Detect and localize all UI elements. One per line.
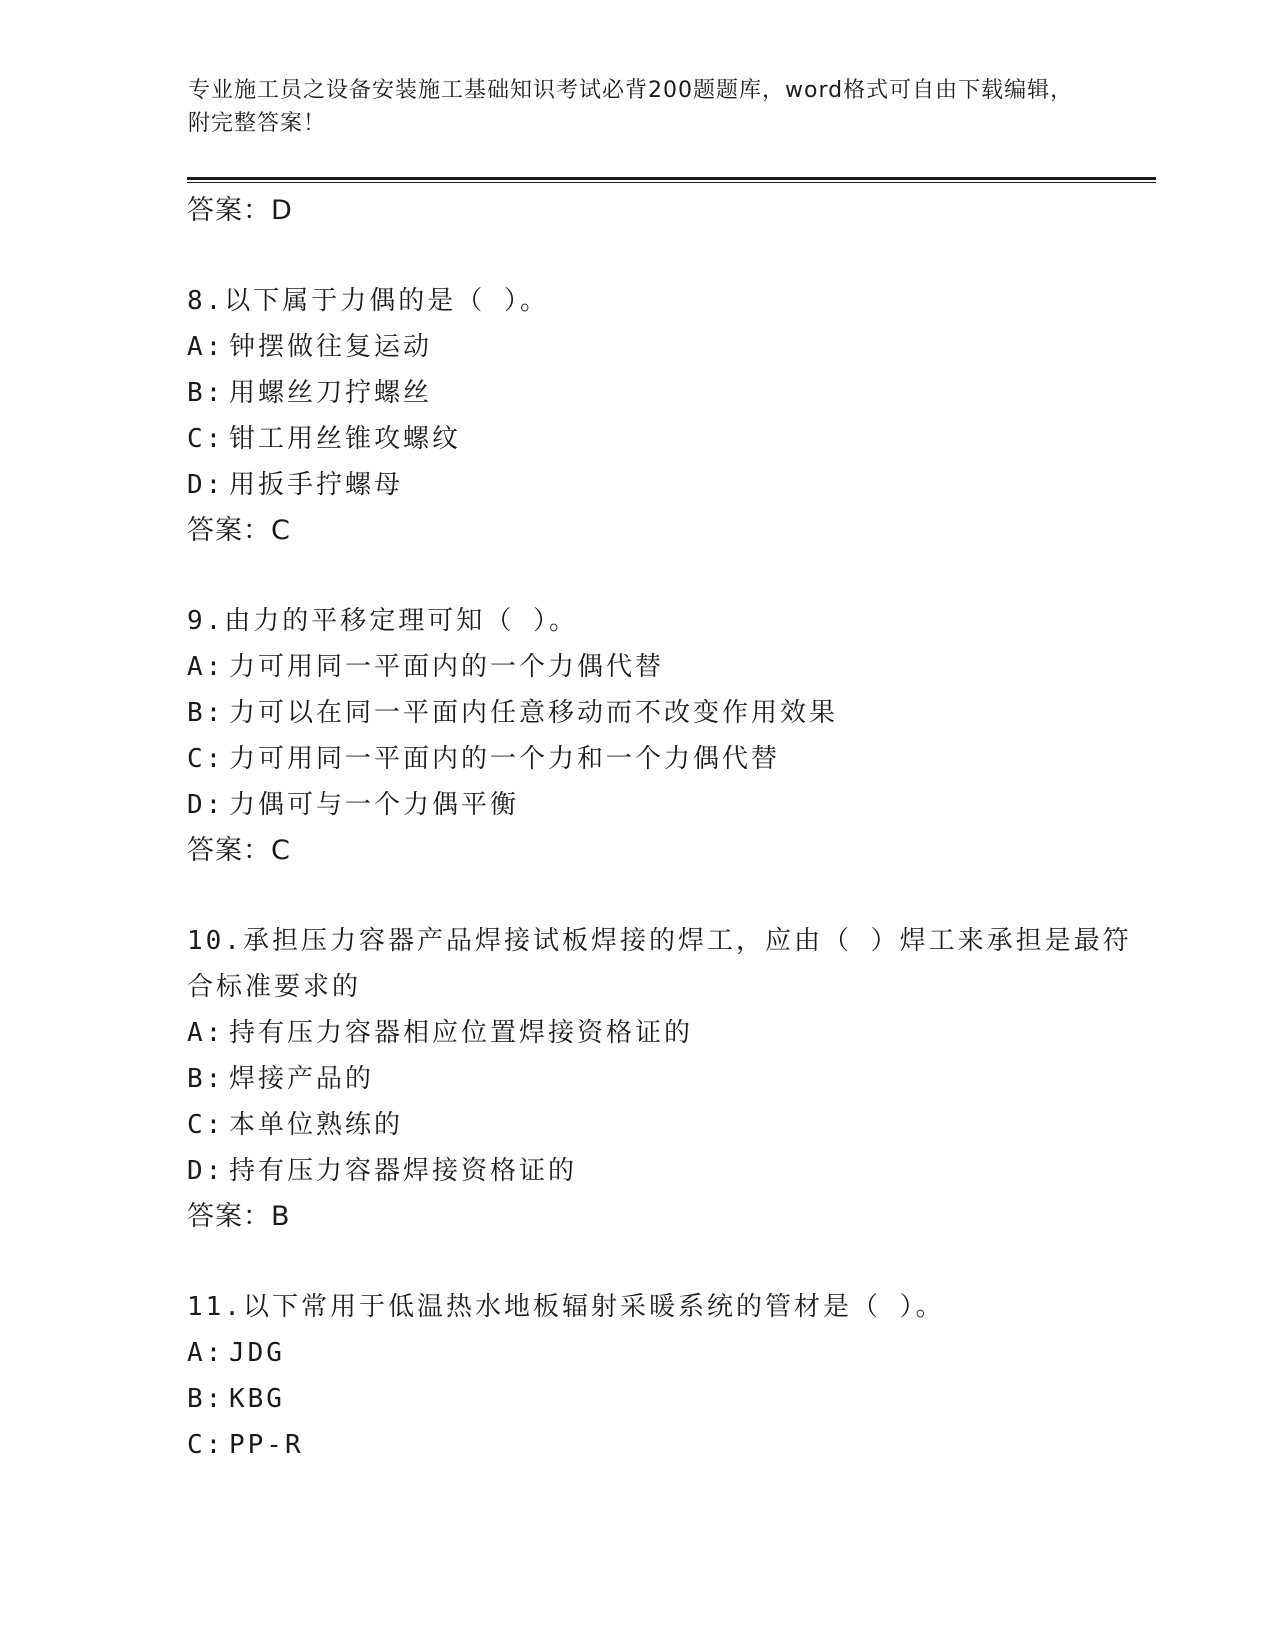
- answer-line: [187, 188, 1137, 234]
- option-c: [187, 736, 1137, 782]
- option-c: [187, 1422, 1137, 1468]
- question-stem: 10.承担压力容器产品焊接试板焊接的焊工，应由（ ）焊工来承担是最符合标准要求的: [187, 926, 1132, 1002]
- option-d: [187, 462, 1137, 508]
- option-key: B:: [187, 1064, 225, 1094]
- option-c: [187, 416, 1137, 462]
- option-b: [187, 1056, 1137, 1102]
- option-key: D:: [187, 470, 225, 500]
- answer-label: 答案：: [187, 835, 271, 866]
- question-item: [187, 1284, 1137, 1468]
- answer-line: [187, 1194, 1137, 1240]
- answer-line: [187, 828, 1137, 874]
- question-stem: 11.以下常用于低温热水地板辐射采暖系统的管材是（ ）。: [187, 1292, 945, 1322]
- answer-value: C: [271, 515, 291, 546]
- option-b: [187, 370, 1137, 416]
- question-item: [187, 598, 1137, 874]
- option-text: 钟摆做往复运动: [229, 332, 433, 362]
- option-text: 用扳手拧螺母: [229, 470, 404, 500]
- question-stem: 8.以下属于力偶的是（ ）。: [187, 286, 549, 316]
- answer-label: 答案：: [187, 1201, 271, 1232]
- answer-label: 答案：: [187, 195, 271, 226]
- answer-line: [187, 508, 1137, 554]
- question-item: [187, 278, 1137, 554]
- answer-value: C: [271, 835, 291, 866]
- option-text: 持有压力容器相应位置焊接资格证的: [229, 1018, 694, 1048]
- option-key: B:: [187, 698, 225, 728]
- option-d: [187, 1148, 1137, 1194]
- option-d: [187, 782, 1137, 828]
- option-a: [187, 1330, 1137, 1376]
- option-text: 力可用同一平面内的一个力偶代替: [229, 652, 665, 682]
- option-key: D:: [187, 790, 225, 820]
- header-divider: [187, 177, 1156, 183]
- option-key: C:: [187, 744, 225, 774]
- option-key: A:: [187, 1018, 225, 1048]
- option-key: A:: [187, 1338, 225, 1368]
- answer-label: 答案：: [187, 515, 271, 546]
- option-text: 力偶可与一个力偶平衡: [229, 790, 520, 820]
- option-a: [187, 644, 1137, 690]
- option-text: 本单位熟练的: [229, 1110, 404, 1140]
- answer-value: B: [271, 1201, 291, 1232]
- answer-value: D: [271, 195, 293, 226]
- option-key: C:: [187, 1430, 225, 1460]
- question-item: [187, 918, 1137, 1240]
- option-key: A:: [187, 652, 225, 682]
- option-a: [187, 1010, 1137, 1056]
- option-text: KBG: [229, 1384, 285, 1414]
- option-c: [187, 1102, 1137, 1148]
- option-text: 持有压力容器焊接资格证的: [229, 1156, 578, 1186]
- question-stem: 9.由力的平移定理可知（ ）。: [187, 606, 578, 636]
- question-list: [187, 188, 1137, 1468]
- option-text: 用螺丝刀拧螺丝: [229, 378, 433, 408]
- option-b: [187, 690, 1137, 736]
- option-text: PP-R: [229, 1430, 304, 1460]
- option-key: B:: [187, 378, 225, 408]
- option-b: [187, 1376, 1137, 1422]
- document-header-title: 专业施工员之设备安装施工基础知识考试必背200题题库，word格式可自由下载编辑，附完整答案！: [188, 78, 1074, 136]
- option-text: 焊接产品的: [229, 1064, 375, 1094]
- option-key: B:: [187, 1384, 225, 1414]
- option-key: C:: [187, 1110, 225, 1140]
- option-key: C:: [187, 424, 225, 454]
- option-key: D:: [187, 1156, 225, 1186]
- option-text: 钳工用丝锥攻螺纹: [229, 424, 462, 454]
- option-text: JDG: [229, 1338, 285, 1368]
- option-a: [187, 324, 1137, 370]
- option-text: 力可用同一平面内的一个力和一个力偶代替: [229, 744, 781, 774]
- option-text: 力可以在同一平面内任意移动而不改变作用效果: [229, 698, 839, 728]
- option-key: A:: [187, 332, 225, 362]
